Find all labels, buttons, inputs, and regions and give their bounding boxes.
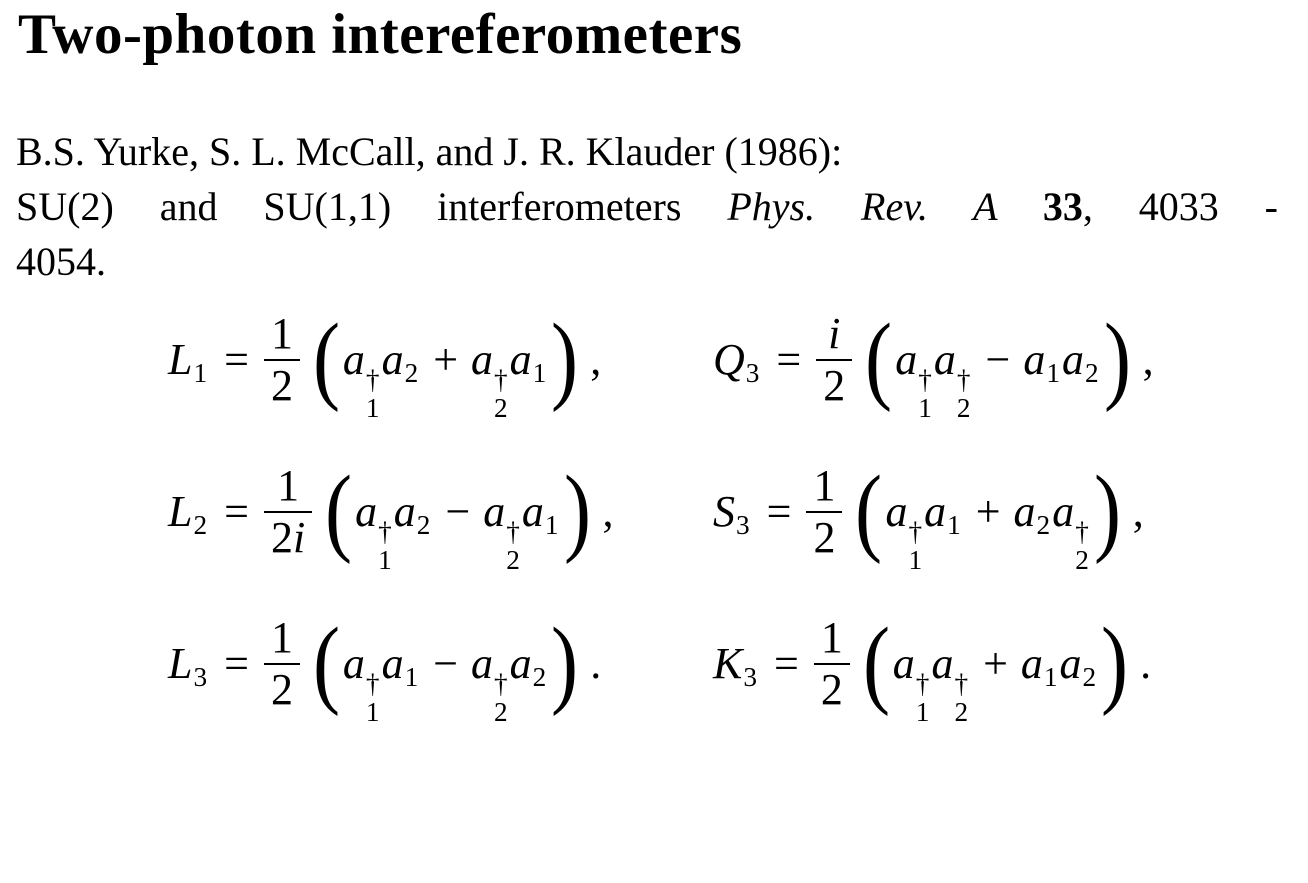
equation-punctuation: ,	[590, 334, 602, 384]
citation	[16, 124, 1278, 289]
equation-lhs-subscript: 2	[193, 509, 208, 540]
dagger-superscript: †	[378, 517, 392, 548]
equation-lhs: Q	[713, 334, 745, 384]
mode-subscript: 2	[506, 545, 520, 576]
mode-subscript: 2	[1084, 357, 1099, 388]
operator-variable: a	[393, 486, 416, 536]
operator-variable: a	[509, 334, 532, 384]
operator-variable: a	[892, 638, 915, 688]
operator-variable: a	[1020, 638, 1043, 688]
equals-sign: =	[776, 334, 802, 384]
frac-part: i	[292, 513, 306, 563]
mode-subscript: 1	[378, 545, 392, 576]
operator-sign: −	[985, 334, 1011, 384]
mode-subscript: 2	[404, 357, 419, 388]
open-paren: (	[865, 304, 893, 414]
mode-subscript: 1	[947, 509, 961, 540]
operator-variable: a	[521, 486, 544, 536]
equals-sign: =	[224, 334, 249, 384]
citation-segment: , 4033 -	[1082, 184, 1278, 229]
equation-row	[0, 608, 1308, 728]
frac-part: 2	[270, 513, 293, 563]
equation-lhs-subscript: 3	[745, 357, 760, 388]
dagger-superscript: †	[1075, 517, 1089, 548]
script-stack	[366, 367, 380, 422]
fraction-denominator	[264, 361, 300, 411]
mode-subscript: 2	[494, 697, 508, 728]
citation-line2	[16, 179, 1278, 234]
script-stack	[954, 671, 968, 726]
operator-variable: a	[1059, 638, 1082, 688]
dagger-superscript: †	[908, 517, 923, 548]
mode-subscript: 1	[908, 545, 923, 576]
dagger-superscript: †	[915, 669, 930, 700]
equation-L1	[168, 304, 713, 424]
fraction-numerator	[264, 309, 300, 359]
frac-part: 2	[823, 361, 846, 411]
equation-lhs: L	[168, 334, 193, 384]
mode-subscript: 1	[544, 509, 559, 540]
mode-subscript: 2	[956, 393, 971, 424]
mode-subscript: 1	[1046, 357, 1060, 388]
mode-subscript: 1	[1043, 661, 1058, 692]
fraction-numerator	[821, 309, 847, 359]
equation-lhs: S	[713, 486, 735, 536]
operator-variable: a	[483, 486, 506, 536]
operator-variable: a	[924, 486, 947, 536]
operator-variable: a	[471, 638, 494, 688]
operator-sign: +	[433, 334, 459, 384]
open-paren: (	[325, 456, 353, 566]
script-stack	[506, 519, 520, 574]
mode-subscript: 2	[954, 697, 969, 728]
fraction-denominator	[816, 361, 852, 411]
script-stack	[916, 671, 930, 726]
operator-variable: a	[895, 334, 918, 384]
mode-subscript: 2	[494, 393, 508, 424]
fraction-numerator	[270, 461, 306, 511]
equals-sign: =	[224, 486, 249, 536]
slide-title: Two-photon intereferometers	[18, 3, 743, 66]
equals-sign: =	[224, 638, 249, 688]
script-stack	[918, 367, 932, 422]
dagger-superscript: †	[365, 365, 380, 396]
equation-lhs: K	[713, 638, 743, 688]
script-stack	[908, 519, 922, 574]
fraction	[264, 309, 300, 411]
equation-punctuation: ,	[1132, 486, 1144, 536]
script-stack	[366, 671, 380, 726]
mode-subscript: 1	[915, 697, 930, 728]
close-paren: )	[1103, 304, 1131, 414]
mode-subscript: 1	[404, 661, 419, 692]
equals-sign: =	[766, 486, 792, 536]
frac-part: 2	[813, 513, 836, 563]
mode-subscript: 1	[918, 393, 932, 424]
operator-variable: a	[931, 638, 954, 688]
dagger-superscript: †	[494, 365, 508, 396]
fraction-denominator	[264, 513, 312, 563]
frac-part: 1	[813, 461, 836, 511]
mode-subscript: 2	[1075, 545, 1089, 576]
fraction-numerator	[806, 461, 842, 511]
operator-sign: +	[983, 638, 1008, 688]
equation-S3	[713, 456, 1144, 576]
equation-lhs: L	[168, 638, 193, 688]
equation-lhs-subscript: 3	[743, 661, 757, 692]
mode-subscript: 2	[416, 509, 431, 540]
operator-variable: a	[471, 334, 494, 384]
dagger-superscript: †	[365, 669, 380, 700]
fraction	[264, 461, 312, 563]
dagger-superscript: †	[956, 365, 971, 396]
open-paren: (	[862, 608, 890, 718]
mode-subscript: 1	[365, 697, 380, 728]
frac-part: 1	[270, 309, 293, 359]
close-paren: )	[1093, 456, 1121, 566]
fraction-denominator	[814, 665, 850, 715]
operator-variable: a	[355, 486, 378, 536]
operator-sign: −	[445, 486, 471, 536]
close-paren: )	[551, 304, 579, 414]
equation-row	[0, 456, 1308, 576]
equation-lhs-subscript: 3	[193, 661, 208, 692]
operator-variable: a	[342, 638, 365, 688]
operator-variable: a	[1013, 486, 1036, 536]
equation-L3	[168, 608, 713, 728]
equation-lhs-subscript: 1	[193, 357, 208, 388]
fraction	[264, 613, 300, 715]
operator-variable: a	[1052, 486, 1075, 536]
open-paren: (	[855, 456, 883, 566]
script-stack	[494, 367, 508, 422]
script-stack	[1075, 519, 1089, 574]
dagger-superscript: †	[494, 669, 508, 700]
equation-K3	[713, 608, 1152, 728]
mode-subscript: 2	[1036, 509, 1051, 540]
operator-variable: a	[1061, 334, 1084, 384]
mode-subscript: 2	[1082, 661, 1097, 692]
frac-part: 1	[270, 613, 293, 663]
operator-sign: +	[975, 486, 1001, 536]
fraction	[814, 613, 850, 715]
equations	[0, 304, 1308, 772]
dagger-superscript: †	[954, 669, 969, 700]
equation-punctuation: ,	[1142, 334, 1154, 384]
citation-line1: B.S. Yurke, S. L. McCall, and J. R. Klauder (1986):	[16, 129, 843, 174]
frac-part: 2	[820, 665, 843, 715]
dagger-superscript: †	[918, 365, 932, 396]
operator-variable: a	[885, 486, 908, 536]
equals-sign: =	[774, 638, 799, 688]
operator-variable: a	[1023, 334, 1046, 384]
citation-segment: 33	[1042, 184, 1083, 229]
fraction-denominator	[806, 513, 842, 563]
equation-punctuation: ,	[602, 486, 614, 536]
dagger-superscript: †	[506, 517, 520, 548]
mode-subscript: 2	[532, 661, 547, 692]
operator-variable: a	[933, 334, 956, 384]
frac-part: 2	[270, 361, 293, 411]
fraction	[816, 309, 852, 411]
operator-sign: −	[433, 638, 459, 688]
equation-punctuation: .	[1140, 638, 1152, 688]
script-stack	[957, 367, 971, 422]
fraction	[806, 461, 842, 563]
operator-variable: a	[381, 334, 404, 384]
script-stack	[378, 519, 392, 574]
equation-punctuation: .	[590, 638, 602, 688]
citation-segment: Phys. Rev. A	[727, 184, 1043, 229]
frac-part: i	[828, 309, 841, 359]
close-paren: )	[563, 456, 591, 566]
operator-variable: a	[509, 638, 532, 688]
open-paren: (	[312, 304, 340, 414]
fraction-numerator	[264, 613, 300, 663]
close-paren: )	[1101, 608, 1129, 718]
citation-segment: SU(2) and SU(1,1) interferometers	[16, 184, 728, 229]
fraction-denominator	[264, 665, 300, 715]
operator-variable: a	[342, 334, 365, 384]
open-paren: (	[312, 608, 340, 718]
frac-part: 1	[820, 613, 843, 663]
mode-subscript: 1	[532, 357, 547, 388]
equation-row	[0, 304, 1308, 424]
script-stack	[494, 671, 508, 726]
equation-Q3	[713, 304, 1154, 424]
close-paren: )	[551, 608, 579, 718]
equation-lhs-subscript: 3	[736, 509, 750, 540]
equation-lhs: L	[168, 486, 193, 536]
citation-line3: 4054.	[16, 239, 106, 284]
mode-subscript: 1	[365, 393, 380, 424]
frac-part: 2	[270, 665, 293, 715]
frac-part: 1	[277, 461, 300, 511]
equation-L2	[168, 456, 713, 576]
fraction-numerator	[814, 613, 850, 663]
operator-variable: a	[381, 638, 404, 688]
